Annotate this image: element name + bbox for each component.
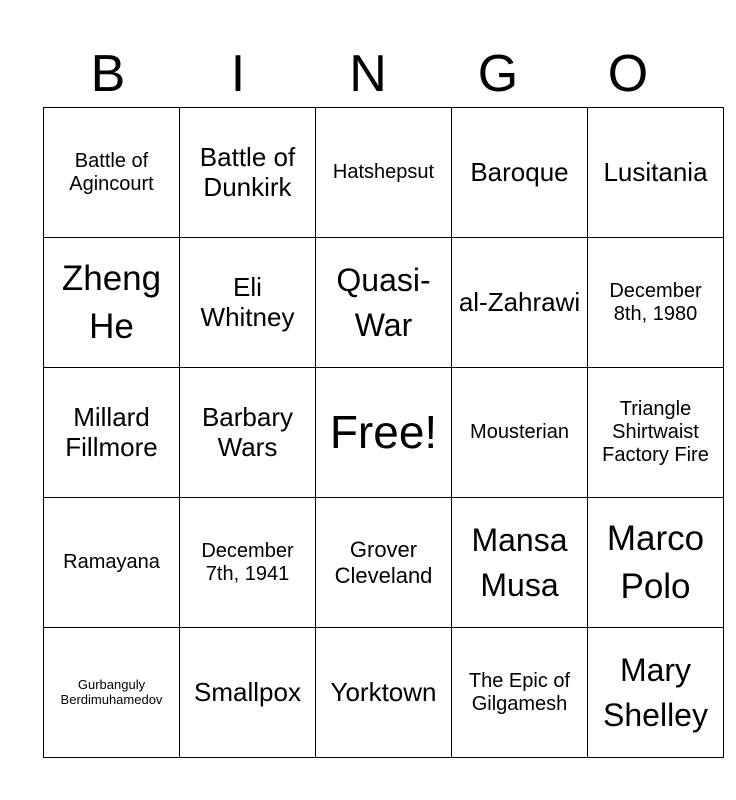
- bingo-cell[interactable]: Millard Fillmore: [44, 368, 180, 498]
- bingo-cell[interactable]: Barbary Wars: [180, 368, 316, 498]
- header-letter-g: G: [477, 45, 519, 103]
- bingo-cell[interactable]: Yorktown: [316, 628, 452, 758]
- bingo-cell[interactable]: Triangle Shirtwaist Factory Fire: [588, 368, 724, 498]
- bingo-cell[interactable]: December 8th, 1980: [588, 238, 724, 368]
- bingo-cell[interactable]: Mary Shelley: [588, 628, 724, 758]
- header-letter-i: I: [230, 45, 246, 103]
- bingo-cell[interactable]: Hatshepsut: [316, 108, 452, 238]
- bingo-cell[interactable]: Smallpox: [180, 628, 316, 758]
- bingo-cell[interactable]: Baroque: [452, 108, 588, 238]
- free-space-cell[interactable]: Free!: [316, 368, 452, 498]
- bingo-cell[interactable]: al-Zahrawi: [452, 238, 588, 368]
- bingo-cell[interactable]: Battle of Dunkirk: [180, 108, 316, 238]
- bingo-card: [43, 107, 724, 758]
- bingo-cell[interactable]: December 7th, 1941: [180, 498, 316, 628]
- bingo-row: [44, 108, 724, 238]
- bingo-row: [44, 498, 724, 628]
- header-letter-b: B: [90, 45, 126, 103]
- bingo-row: [44, 368, 724, 498]
- bingo-cell[interactable]: Lusitania: [588, 108, 724, 238]
- bingo-cell[interactable]: The Epic of Gilgamesh: [452, 628, 588, 758]
- header-letter-o: O: [607, 45, 649, 103]
- bingo-cell[interactable]: Mansa Musa: [452, 498, 588, 628]
- bingo-row: [44, 238, 724, 368]
- header-letter-n: N: [349, 45, 387, 103]
- bingo-cell[interactable]: Eli Whitney: [180, 238, 316, 368]
- bingo-row: [44, 628, 724, 758]
- bingo-cell[interactable]: Quasi-War: [316, 238, 452, 368]
- bingo-cell[interactable]: Gurbanguly Berdimuhamedov: [44, 628, 180, 758]
- bingo-cell[interactable]: Ramayana: [44, 498, 180, 628]
- bingo-cell[interactable]: Marco Polo: [588, 498, 724, 628]
- bingo-cell[interactable]: Mousterian: [452, 368, 588, 498]
- bingo-cell[interactable]: Battle of Agincourt: [44, 108, 180, 238]
- bingo-cell[interactable]: Grover Cleveland: [316, 498, 452, 628]
- bingo-header: [43, 44, 693, 104]
- bingo-cell[interactable]: Zheng He: [44, 238, 180, 368]
